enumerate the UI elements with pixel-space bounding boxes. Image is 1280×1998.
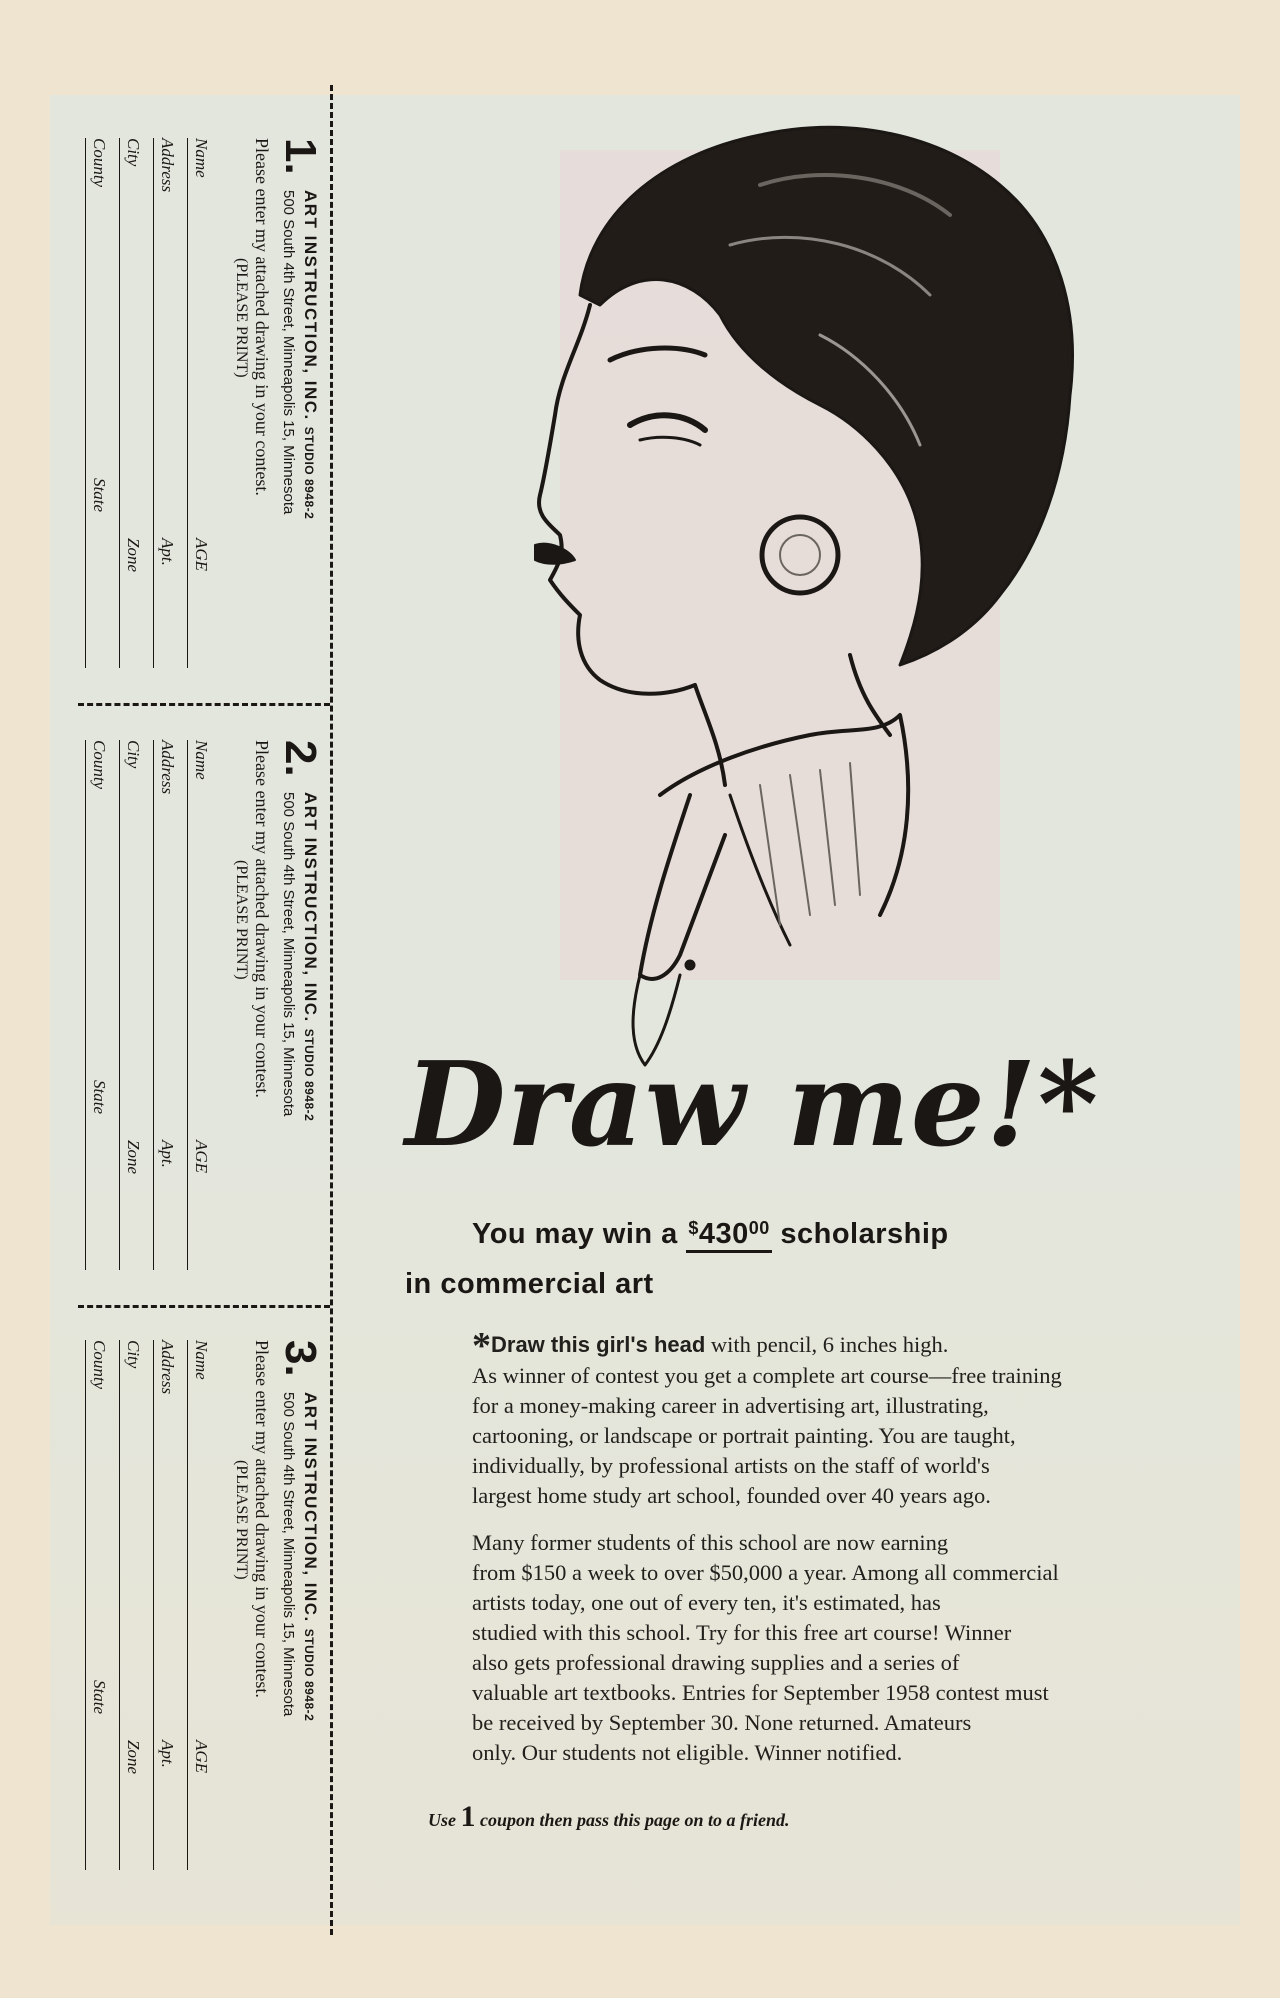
coupon-request: Please enter my attached drawing in your contest. — [252, 138, 272, 496]
coupon-divider-2 — [78, 1305, 330, 1308]
body-line: As winner of contest you get a complete art course—free training — [472, 1363, 1062, 1388]
city-field[interactable]: City — [119, 1340, 144, 1740]
coupon-address: 500 South 4th Street, Minneapolis 15, Minnesota — [280, 190, 297, 515]
coupon-request: Please enter my attached drawing in your contest. — [252, 740, 272, 1098]
body-line: also gets professional drawing supplies and a series of — [472, 1650, 960, 1675]
body-line: for a money-making career in advertising art, illustrating, — [472, 1393, 989, 1418]
coupon-company: ART INSTRUCTION, INC.STUDIO 8948-2 — [301, 190, 320, 520]
coupon-number: 2. — [276, 740, 325, 777]
name-field[interactable]: Name — [187, 1340, 212, 1740]
address-field[interactable]: Address — [153, 138, 178, 538]
coupon-address: 500 South 4th Street, Minneapolis 15, Minnesota — [280, 792, 297, 1117]
address-field[interactable]: Address — [153, 740, 178, 1140]
subhead-line-2: in commercial art — [405, 1268, 654, 1300]
coupon-request: Please enter my attached drawing in your contest. — [252, 1340, 272, 1698]
coupon-number: 1. — [276, 138, 325, 175]
coupon-print-note: (PLEASE PRINT) — [233, 258, 250, 378]
city-field[interactable]: City — [119, 138, 144, 538]
body-line: valuable art textbooks. Entries for September 1958 contest must — [472, 1680, 1049, 1705]
county-field[interactable]: County — [85, 1340, 110, 1680]
zone-field[interactable]: Zone — [119, 1740, 144, 1870]
body-line: cartooning, or landscape or portrait painting. You are taught, — [472, 1423, 1016, 1448]
apt-field[interactable]: Apt. — [153, 1140, 178, 1270]
age-field[interactable]: AGE — [187, 538, 212, 668]
footer-note: Use 1 coupon then pass this page on to a friend. — [428, 1800, 790, 1833]
scholarship-amount: $^{\$}430^{00}$ — [686, 1218, 771, 1253]
girl-head-sketch-icon — [520, 95, 1200, 1085]
coupon-company: ART INSTRUCTION, INC.STUDIO 8948-2 — [301, 792, 320, 1122]
coupon-company: ART INSTRUCTION, INC.STUDIO 8948-2 — [301, 1392, 320, 1722]
subhead-line-1: You may win a $^{\$}430^{00}$ scholarship — [472, 1218, 949, 1251]
city-field[interactable]: City — [119, 740, 144, 1140]
address-field[interactable]: Address — [153, 1340, 178, 1740]
body-line: individually, by professional artists on the staff of world's — [472, 1453, 990, 1478]
state-field[interactable]: State — [85, 1080, 110, 1270]
body-line: largest home study art school, founded over 40 years ago. — [472, 1483, 991, 1508]
body-paragraph-2 — [472, 1528, 1212, 1768]
coupon-address: 500 South 4th Street, Minneapolis 15, Minnesota — [280, 1392, 297, 1717]
coupon-number: 3. — [276, 1340, 325, 1377]
coupon-print-note: (PLEASE PRINT) — [233, 1460, 250, 1580]
apt-field[interactable]: Apt. — [153, 1740, 178, 1870]
state-field[interactable]: State — [85, 478, 110, 668]
age-field[interactable]: AGE — [187, 1140, 212, 1270]
body-line: from $150 a week to over $50,000 a year. Among all commercial — [472, 1560, 1059, 1585]
county-field[interactable]: County — [85, 138, 110, 478]
zone-field[interactable]: Zone — [119, 1140, 144, 1270]
body-line: be received by September 30. None returned. Amateurs — [472, 1710, 972, 1735]
body-line: studied with this school. Try for this free art course! Winner — [472, 1620, 1012, 1645]
body-line: Many former students of this school are now earning — [472, 1530, 949, 1555]
body-line: only. Our students not eligible. Winner notified. — [472, 1740, 903, 1765]
name-field[interactable]: Name — [187, 138, 212, 538]
body-lead: *Draw this girl's head with pencil, 6 inches high. — [472, 1325, 949, 1367]
age-field[interactable]: AGE — [187, 1740, 212, 1870]
body-line: artists today, one out of every ten, it's estimated, has — [472, 1590, 941, 1615]
county-field[interactable]: County — [85, 740, 110, 1080]
headline: Draw me!* — [405, 1037, 1100, 1173]
body-paragraph-1 — [472, 1325, 1212, 1511]
state-field[interactable]: State — [85, 1680, 110, 1870]
zone-field[interactable]: Zone — [119, 538, 144, 668]
name-field[interactable]: Name — [187, 740, 212, 1140]
apt-field[interactable]: Apt. — [153, 538, 178, 668]
coupon-print-note: (PLEASE PRINT) — [233, 860, 250, 980]
coupon-cut-line — [330, 85, 333, 1935]
coupon-divider-1 — [78, 703, 330, 706]
